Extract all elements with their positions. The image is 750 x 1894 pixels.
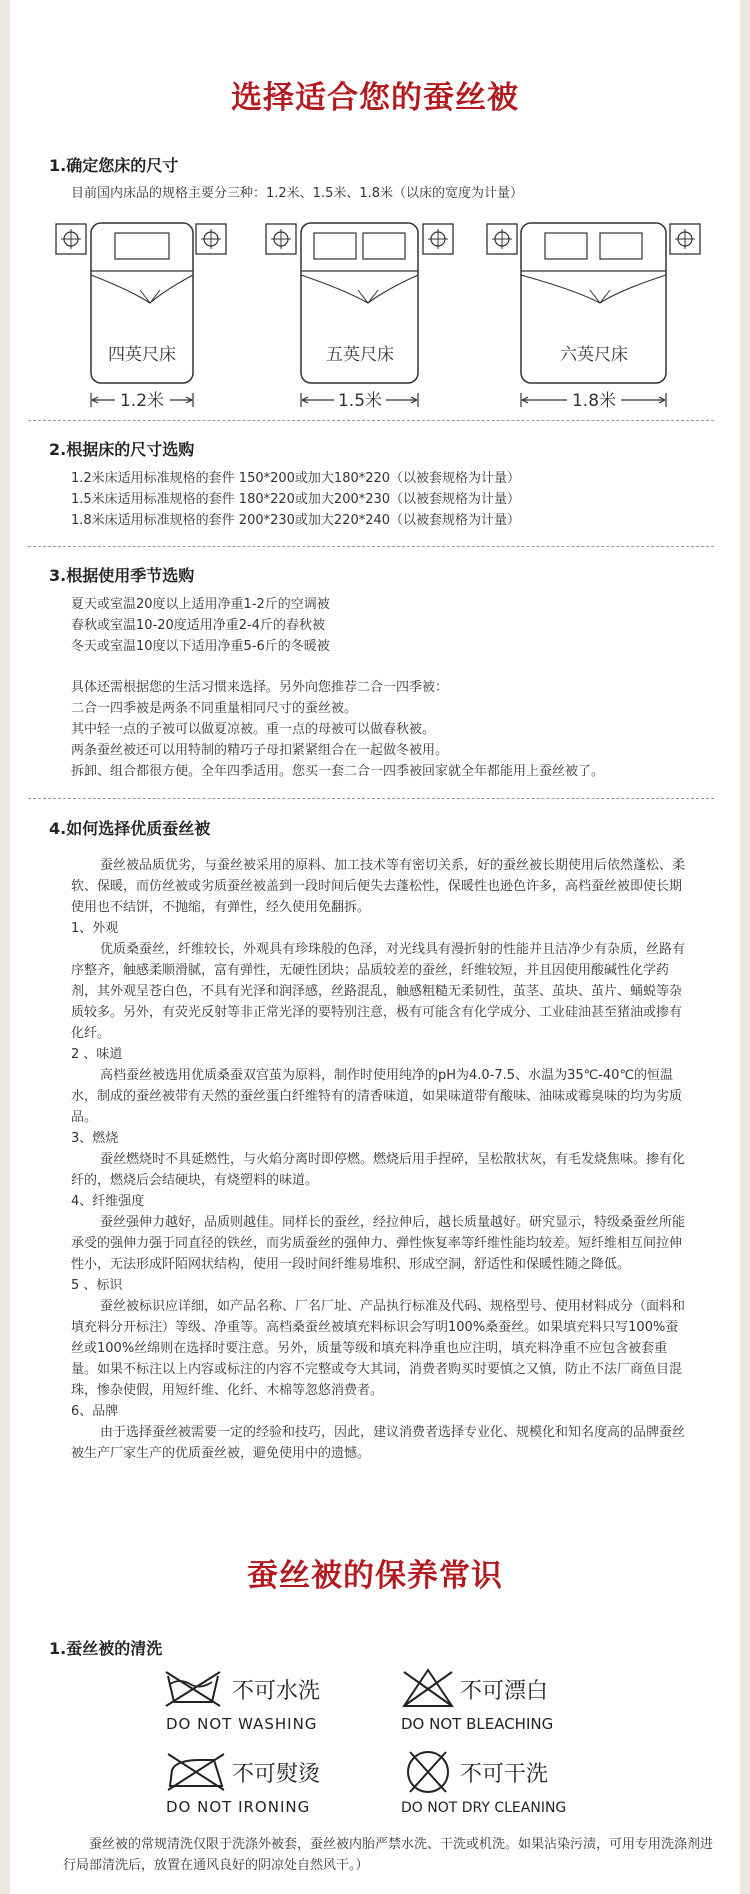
no-washing-icon — [166, 1672, 220, 1706]
item-body: 优质桑蚕丝，纤维较长，外观具有珍珠般的色泽，对光线具有漫折射的性能并且洁净少有杂质，丝路有序整齐，触感柔顺滑腻，富有弹性，无硬性团块；品质较差的蚕丝，纤维较短，并且因使用酸碱性化学药剂，其外观呈苍白色，不具有光泽和润泽感，丝路混乱，触感粗糙无柔韧性，茧茎、茧块、茧片、蛹蜕等杂质较多。另外，有荧光反射等非正常光泽的要特别注意，极有可能含有化学成分、工业硅油甚至猪油或掺有化纤。 — [71, 942, 686, 1041]
item-title: 5 、标识 — [71, 1278, 123, 1293]
bed-four-feet-label: 四英尺床 — [108, 345, 176, 365]
item-title: 2 、味道 — [71, 1047, 123, 1062]
section-1-intro: 目前国内床品的规格主要分三种：1.2米、1.5米、1.8米（以床的宽度为计量） — [71, 186, 524, 201]
care-note-text: 蚕丝被的常规清洗仅限于洗涤外被套，蚕丝被内胎严禁水洗、干洗或机洗。如果沾染污渍，可用专用洗涤剂进行局部清洗后，放置在通风良好的阴凉处自然风干。） — [63, 1837, 714, 1873]
section-2-heading: 2.根据床的尺寸选购 — [49, 440, 195, 459]
section-4-heading: 4.如何选择优质蚕丝被 — [49, 819, 211, 838]
care-symbols — [0, 1662, 750, 1832]
care-note — [63, 1834, 713, 1876]
advice-line: 拆卸、组合都很方便。全年四季适用。您买一套二合一四季被回家就全年都能用上蚕丝被了。 — [71, 764, 605, 779]
advice-line: 其中轻一点的子被可以做夏凉被。重一点的母被可以做春秋被。 — [71, 722, 436, 737]
section-2-line: 1.8米床适用标准规格的套件 200*230或加大220*240（以被套规格为计量） — [71, 513, 521, 528]
bed-six-feet — [487, 223, 700, 411]
section-1-heading: 1.确定您床的尺寸 — [49, 156, 179, 175]
no-ironing-icon — [168, 1754, 224, 1790]
advice-line: 两条蚕丝被还可以用特制的精巧子母扣紧紧组合在一起做冬被用。 — [71, 743, 449, 758]
no-dry-cleaning-icon — [408, 1752, 448, 1792]
section-2-line: 1.5米床适用标准规格的套件 180*220或加大200*230（以被套规格为计量） — [71, 492, 521, 507]
page-title: 选择适合您的蚕丝被 — [231, 80, 519, 116]
divider — [28, 420, 714, 421]
section-4-body — [71, 855, 691, 1464]
section-3-heading: 3.根据使用季节选购 — [49, 566, 195, 585]
bed-four-feet-width: 1.2米 — [119, 391, 165, 411]
no-ironing-en: DO NOT IRONING — [166, 1798, 311, 1816]
section-4-intro: 蚕丝被品质优劣，与蚕丝被采用的原料、加工技术等有密切关系，好的蚕丝被长期使用后依然蓬松、柔软、保暖，而仿丝被或劣质蚕丝被盖到一段时间后便失去蓬松性，保暖性也逊色许多，高档蚕丝被即使长期使用也不结饼，不抛缩，有弹性，经久使用免翻拆。 — [71, 858, 686, 915]
item-body: 高档蚕丝被选用优质桑蚕双宫茧为原料，制作时使用纯净的pH为4.0-7.5、水温为35℃-40℃的恒温水，制成的蚕丝被带有天然的蚕丝蛋白纤维特有的清香味道，如果味道带有酸味、油味或霉臭味的均为劣质品。 — [71, 1068, 683, 1125]
bed-five-feet-width: 1.5米 — [337, 391, 383, 411]
item-title: 4、纤维强度 — [71, 1194, 145, 1209]
item-body: 蚕丝燃烧时不具延燃性，与火焰分离时即停燃。燃烧后用手捏碎，呈松散状灰，有毛发烧焦味。掺有化纤的，燃烧后会结硬块，有烧塑料的味道。 — [71, 1152, 686, 1188]
divider — [28, 798, 714, 799]
no-washing-en: DO NOT WASHING — [166, 1715, 318, 1733]
bed-six-feet-width: 1.8米 — [571, 391, 617, 411]
item-title: 3、燃烧 — [71, 1131, 119, 1146]
item-body: 由于选择蚕丝被需要一定的经验和技巧，因此，建议消费者选择专业化、规模化和知名度高的品牌蚕丝被生产厂家生产的优质蚕丝被，避免使用中的遗憾。 — [71, 1425, 686, 1461]
care-heading: 1.蚕丝被的清洗 — [49, 1639, 163, 1658]
no-bleaching-en: DO NOT BLEACHING — [401, 1715, 554, 1733]
no-bleaching-icon — [404, 1670, 452, 1706]
item-body: 蚕丝强伸力越好，品质则越佳。同样长的蚕丝，经拉伸后，越长质量越好。研究显示，特级桑蚕丝所能承受的强伸力强于同直径的铁丝，而劣质蚕丝的强伸力、弹性恢复率等纤维性能均较差。短纤维相互间拉伸性小，无法形成阡陌网状结构，使用一段时间纤维易堆积、形成空洞，舒适性和保暖性随之降低。 — [71, 1215, 686, 1272]
bed-size-diagram — [0, 215, 750, 415]
advice-line: 具体还需根据您的生活习惯来选择。另外向您推荐二合一四季被： — [71, 680, 449, 695]
advice-line: 二合一四季被是两条不同重量相同尺寸的蚕丝被。 — [71, 701, 358, 716]
no-dry-cleaning-cn: 不可干洗 — [460, 1762, 549, 1787]
no-washing-cn: 不可水洗 — [232, 1679, 321, 1704]
section-2-line: 1.2米床适用标准规格的套件 150*200或加大180*220（以被套规格为计量） — [71, 471, 521, 486]
bed-six-feet-label: 六英尺床 — [560, 345, 628, 365]
item-title: 1、外观 — [71, 921, 119, 936]
item-title: 6、品牌 — [71, 1404, 119, 1419]
divider — [28, 546, 714, 547]
no-ironing-cn: 不可熨烫 — [232, 1762, 321, 1787]
bed-four-feet — [56, 223, 226, 411]
no-bleaching-cn: 不可漂白 — [460, 1679, 549, 1704]
care-title: 蚕丝被的保养常识 — [247, 1558, 503, 1594]
bed-five-feet-label: 五英尺床 — [326, 345, 394, 365]
no-dry-cleaning-en: DO NOT DRY CLEANING — [401, 1800, 567, 1816]
item-body: 蚕丝被标识应详细，如产品名称、厂名厂址、产品执行标准及代码、规格型号、使用材料成分（面料和填充料分开标注）等级、净重等。高档桑蚕丝被填充料标识会写明100%桑蚕丝。如果填充料只写100%蚕丝或100%丝绵则在选择时要注意。另外，质量等级和填充料净重也应注明，填充料净重不应包含被套重量。如果不标注以上内容或标注的内容不完整或夸大其词，消费者购买时要慎之又慎，防止不法厂商鱼目混珠，惨杂使假，用短纤维、化纤、木棉等忽悠消费者。 — [71, 1299, 686, 1398]
season-line: 冬天或室温10度以下适用净重5-6斤的冬暖被 — [71, 639, 330, 654]
season-line: 夏天或室温20度以上适用净重1-2斤的空调被 — [71, 597, 330, 612]
season-line: 春秋或室温10-20度适用净重2-4斤的春秋被 — [71, 618, 326, 633]
bed-five-feet — [266, 223, 453, 411]
